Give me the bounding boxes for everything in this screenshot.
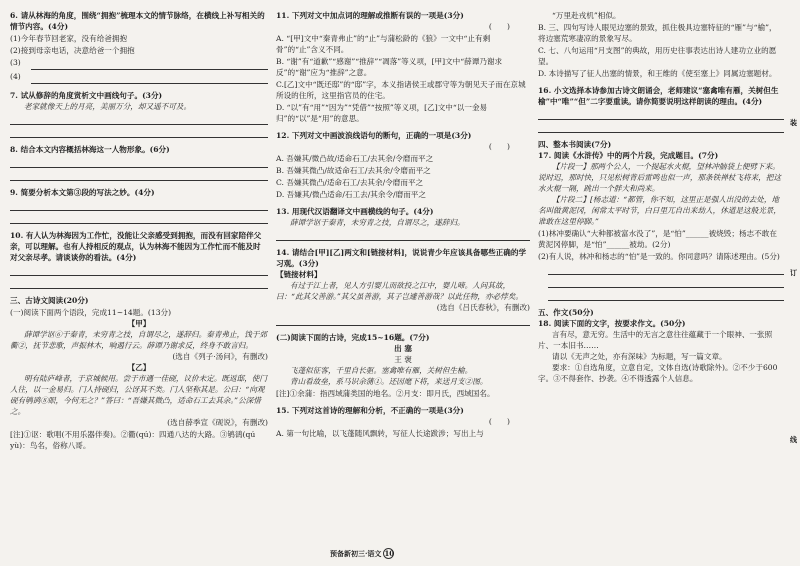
answer-line[interactable] <box>10 169 268 181</box>
q11-option-d: D. “以”有“用”“因为”“凭借”“按照”等义项，[乙]文中“以一金易归”的“以”是“用”的意思。 <box>276 103 488 123</box>
passage-jia-label: 【甲】 <box>127 319 151 328</box>
q15-option-a-cont: “万里赴戎机”相似。 <box>552 11 621 20</box>
column-3 <box>538 10 784 384</box>
q11-option-b: B. “谢”有“道歉”“感谢”“推辞”“凋落”等义项，[甲]文中“薛谭乃谢求反”的“谢”应为“推辞”之意。 <box>276 57 503 77</box>
poem-notes: [注]①余蒲：指西域蒲类国的地名。②月支：即月氏，西域国名。 <box>276 389 495 398</box>
answer-line[interactable] <box>276 229 530 241</box>
question-6: 6. 请从林海的角度，围绕“拥抱”梳理本文的情节脉络，在横线上补写相关的情节内容。(4分) <box>10 11 265 31</box>
binding-mark-3: 线 <box>790 435 797 444</box>
section-4-title: 四、整本书阅读(7分) <box>538 140 612 149</box>
question-13: 13. 用现代汉语翻译文中画横线的句子。(4分) <box>276 207 434 216</box>
poem-title: 出 塞 <box>394 344 412 353</box>
question-7: 7. 试从修辞的角度赏析文中画线句子。(3分) <box>10 91 163 100</box>
q6-item-3-row <box>10 57 268 70</box>
question-17: 17. 阅读《水浒传》中的两个片段，完成题目。(7分) <box>538 151 719 160</box>
answer-line[interactable] <box>31 72 268 84</box>
page-footer <box>330 548 394 559</box>
question-12: 12. 下列对文中画波浪线语句的断句，正确的一项是(3分) <box>276 131 472 140</box>
answer-line[interactable] <box>548 276 784 288</box>
q13-quote: 薛谭学讴于秦青，未穷青之技，自谓尽之，遂辞归。 <box>290 218 465 227</box>
answer-line[interactable] <box>10 113 268 125</box>
answer-parens[interactable]: ( ) <box>488 417 510 426</box>
question-10: 10. 有人认为林海因为工作忙，没能让父亲感受到拥抱，而没有回家陪伴父亲，可以理解。也有人持相反的观点，认为林海不能因为工作忙而不能及时对父亲尽孝。请谈谈你的看法。(4分) <box>10 231 262 262</box>
section-3-title: 三、古诗文阅读(20分) <box>10 296 89 305</box>
binding-mark-1: 装 <box>790 118 797 127</box>
answer-line[interactable] <box>10 126 268 138</box>
answer-line[interactable] <box>538 108 784 120</box>
answer-parens[interactable]: ( ) <box>488 142 510 151</box>
q15-option-c: C. 七、八句运用“月支图”的典故，用历史往事表达出诗人建功立业的愿望。 <box>538 46 777 66</box>
answer-line[interactable] <box>10 277 268 289</box>
passage-yi-source: (选自薛季宣《砚说》，有删改) <box>167 418 268 427</box>
section-5-title: 五、作文(50分) <box>538 308 594 317</box>
q12-option-d: D. 吾嫌其/微凸适命/石工去/其余令/磨而平之 <box>276 190 426 199</box>
poem-line-2: 背山看故垒，系马识余蒲①。还因麾下将，来送月支②图。 <box>290 377 488 386</box>
q6-item-3: (3) <box>10 58 21 67</box>
q17-part-2: (2)有人说，林冲和杨志的“怕”是一致的。你同意吗？请陈述理由。(5分) <box>538 252 780 261</box>
question-11: 11. 下列对文中加点词的理解或推断有误的一项是(3分) <box>276 11 464 20</box>
answer-line[interactable] <box>276 314 530 326</box>
page-number: 10 <box>384 549 395 558</box>
answer-line[interactable] <box>10 212 268 224</box>
q12-option-a: A. 吾嫌其/微凸故/适命石工/去其余/令磨而平之 <box>276 154 434 163</box>
poem-author: 王 褒 <box>394 355 412 364</box>
q15-option-d: D. 本诗描写了征人出塞的情景，和王维的《使至塞上》同属边塞题材。 <box>538 69 777 78</box>
fragment-1: 【片段一】那两个公人，一个提起水火棍，望林冲脑袋上便劈下来。说时迟，那时快，只见松树背后雷鸣也似一声，那条铁禅杖飞将来，把这水火棍一隔，跳出一个胖大和尚来。 <box>538 162 781 193</box>
fragment-2: 【片段二】[杨志道：“都管，你不知，这里正是强人出没的去处，地名叫做黄泥冈，闲常太平时节，白日里兀自出来劫人，休道是这般光景，谁敢在这里停脚。” <box>538 195 781 226</box>
link-material-label: 【链接材料】 <box>276 270 322 279</box>
essay-task: 请以《无声之处，亦有深味》为标题，写一篇文章。 <box>552 352 727 361</box>
q12-option-b: B. 吾嫌其微凸/故适命石工/去其余/令磨而平之 <box>276 166 431 175</box>
poem-line-1: 飞蓬似征客，千里自长驱。塞禽唯有雁，关树但生榆。 <box>290 366 473 375</box>
q17-part-1: (1)林冲要确认“大种都被富水没了”，是“怕”______被烧毁；杨志不敢在黄泥冈停脚，是“怕”______被劫。(2分) <box>538 229 777 249</box>
passage-notes: [注]①讴：歌唱(不用乐器伴奏)。②衢(qú)：四通八达的大路。③鸲鹆(qú yù)：鸟名，俗称八哥。 <box>10 430 256 450</box>
question-18: 18. 阅读下面的文字，按要求作文。(50分) <box>538 319 686 328</box>
question-8: 8. 结合本文内容概括林海这一人物形象。(6分) <box>10 145 170 154</box>
question-15: 15. 下列对这首诗的理解和分析，不正确的一项是(3分) <box>276 406 464 415</box>
footer-text: 预备新初三·语文 <box>330 549 382 558</box>
q11-option-c: C.[乙]文中“既还邸”的“邸”字，本义指诸侯王或郡守等为朝见天子而在京城所设的住所，这里指官员的住宅。 <box>276 80 526 100</box>
essay-requirements: 要求：①自选角度，立意自定，文体自选(诗歌除外)。②不少于600字。③不得套作、抄袭。④不得透露个人信息。 <box>538 363 778 383</box>
q6-item-1: (1)今年春节回老家，没有给爸拥抱 <box>10 34 128 43</box>
q7-quote: 老家就像天上的月亮，美丽万分，却又遥不可及。 <box>24 102 192 111</box>
q12-option-c: C. 吾嫌其微凸/适命石工/去其余/令磨而平之 <box>276 178 424 187</box>
passage-yi-text: 明有陆庐峰者，于京城候用。尝于市遇一佳砚，议价未定。既返邸，使门人往，以一金易归。门人持砚归，公讶其不类。门人坚称其是。公曰：“向观砚有鸲鹆⑧眼，今何无之？”答曰：“吾嫌其微凸，适命石工去其余。”公深惜之。 <box>10 374 267 416</box>
column-1 <box>10 10 268 451</box>
answer-line[interactable] <box>10 156 268 168</box>
q6-item-2: (2)接到母亲电话，决意给爸一个拥抱 <box>10 46 135 55</box>
question-16: 16. 小文选择本诗参加古诗文朗诵会，老师建议“塞禽唯有雁，关树但生榆”中“唯”“但”二字要重读。请你简要说明这样朗读的理由。(4分) <box>538 86 779 106</box>
passage-yi-label: 【乙】 <box>127 363 151 372</box>
essay-prompt: 言有尽，意无穷。生活中的无言之意往往蕴藏于一个眼神、一张照片、一本旧书…… <box>538 330 773 350</box>
q6-item-4-row <box>10 71 268 84</box>
answer-line[interactable] <box>548 263 784 275</box>
answer-line[interactable] <box>31 58 268 70</box>
subsection-2-title: (二)阅读下面的古诗，完成15~16题。(7分) <box>276 333 430 342</box>
passage-jia-text: 薛谭学讴⑥于秦青，未穷青之技，自谓尽之，遂辞归。秦青弗止，饯于郊衢②，抚节悲歌，声振林木，响遏行云。薛谭乃谢求反，终身不敢言归。 <box>10 330 267 350</box>
q15-option-a: A. 第一句比喻，以飞蓬随风飘转，写征人长途跋涉；写出上与 <box>276 429 484 438</box>
answer-line[interactable] <box>10 264 268 276</box>
question-9: 9. 简要分析本文第③段的写法之妙。(4分) <box>10 188 155 197</box>
q11-option-a: A. “[甲]文中“秦青弗止”的“止”与蒲松龄的《狼》一文中“止有剩骨”的“止”含义不同。 <box>276 34 491 54</box>
link-material-source: (选自《吕氏春秋》，有删改) <box>436 303 530 312</box>
answer-line[interactable] <box>10 199 268 211</box>
answer-parens[interactable]: ( ) <box>488 22 510 31</box>
q15-option-b: B. 三、四句写诗人眼见边塞的景致，抓住极具边塞特征的“雁”与“榆”，将边塞荒寒凄凉的景象写尽。 <box>538 23 777 43</box>
q6-item-4: (4) <box>10 72 21 81</box>
passage-jia-source: (选自《列子·汤问》，有删改) <box>172 352 268 361</box>
answer-line[interactable] <box>548 289 784 301</box>
binding-mark-2: 订 <box>790 268 797 277</box>
question-14: 14. 请结合[甲][乙]两文和[链接材料]，说说青少年应该具备哪些正确的学习观。(3分) <box>276 248 527 268</box>
link-material-text: 有过于江上者，见人方引婴儿而欲投之江中，婴儿啼。人问其故，曰：“此其父善游。”其父虽善游，其子岂遽善游哉？以此任物，亦必悖矣。 <box>276 281 523 301</box>
subsection-1-title: (一)阅读下面两个语段，完成11~14题。(13分) <box>10 308 172 317</box>
answer-line[interactable] <box>538 121 784 133</box>
column-2 <box>276 10 530 439</box>
